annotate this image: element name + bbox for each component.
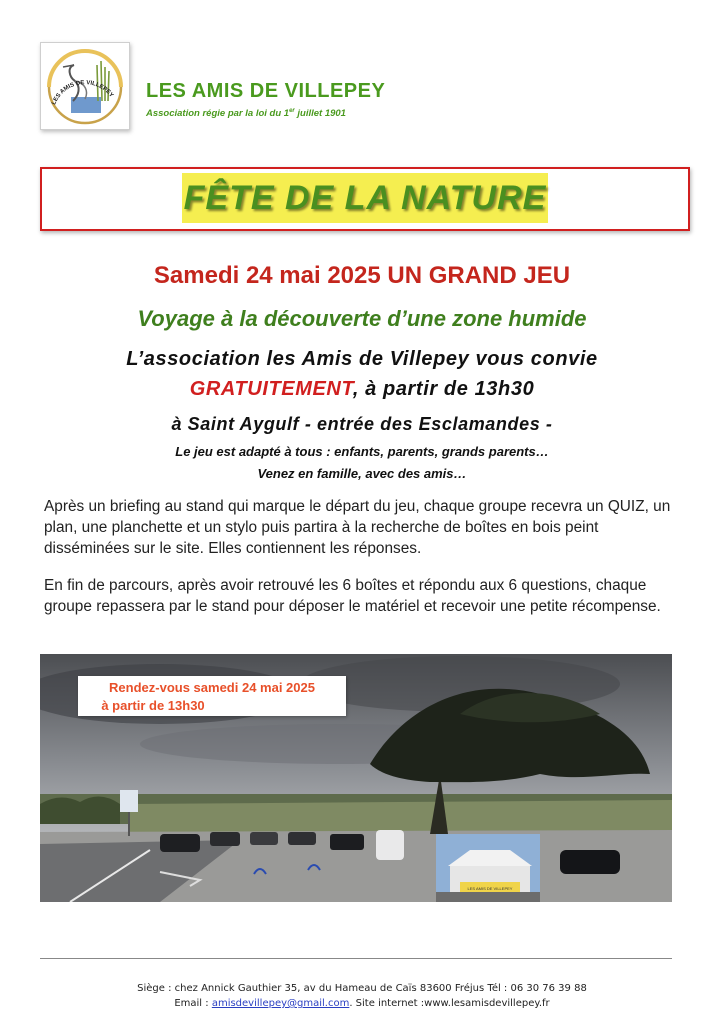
event-title: FÊTE DE LA NATURE — [182, 173, 548, 223]
footer-address: Siège : chez Annick Gauthier 35, av du Hameau de Caïs 83600 Fréjus Tél : 06 30 76 39 88 — [137, 983, 587, 994]
family-line: Venez en famille, avec des amis… — [257, 466, 467, 481]
association-line: L’association les Amis de Villepey vous convie — [126, 348, 598, 370]
footer-divider — [40, 958, 672, 959]
paragraph-briefing: Après un briefing au stand qui marque le départ du jeu, chaque groupe recevra un QUIZ, un plan, une planchette et un stylo puis partira à la recherche de boîtes en bois peint disséminées sur le site. Elles contiennent les réponses. — [44, 498, 671, 557]
free-time-line: GRATUITEMENT, à partir de 13h30 — [189, 378, 535, 400]
paragraph-reward: En fin de parcours, après avoir retrouvé les 6 boîtes et répondu aux 6 questions, chaque groupe repassera par le stand pour déposer le matériel et recevoir une petite récompense. — [44, 577, 661, 615]
footer-contact: Email : amisdevillepey@gmail.com. Site internet :www.lesamisdevillepey.fr — [174, 998, 550, 1009]
heron-logo-icon — [41, 43, 129, 129]
date-line: Samedi 24 mai 2025 UN GRAND JEU — [153, 262, 571, 289]
free-word: GRATUITEMENT — [189, 378, 353, 400]
email-link[interactable]: amisdevillepey@gmail.com — [211, 998, 350, 1009]
svg-text:LES AMIS DE VILLEPEY: LES AMIS DE VILLEPEY — [51, 80, 115, 106]
rendezvous-date: Rendez-vous samedi 24 mai 2025 — [109, 680, 315, 695]
rendezvous-time: à partir de 13h30 — [101, 698, 205, 713]
org-name: LES AMIS DE VILLEPEY — [146, 80, 386, 102]
audience-line: Le jeu est adapté à tous : enfants, parents, grands parents… — [175, 444, 549, 459]
logo — [40, 42, 130, 130]
tent-banner-text: LES AMIS DE VILLEPEY — [467, 886, 513, 891]
place-line: à Saint Aygulf - entrée des Esclamandes - — [171, 414, 553, 434]
org-subtitle: Association régie par la loi du 1er juillet 1901 — [146, 108, 346, 120]
voyage-line: Voyage à la découverte d’une zone humide — [137, 306, 587, 331]
